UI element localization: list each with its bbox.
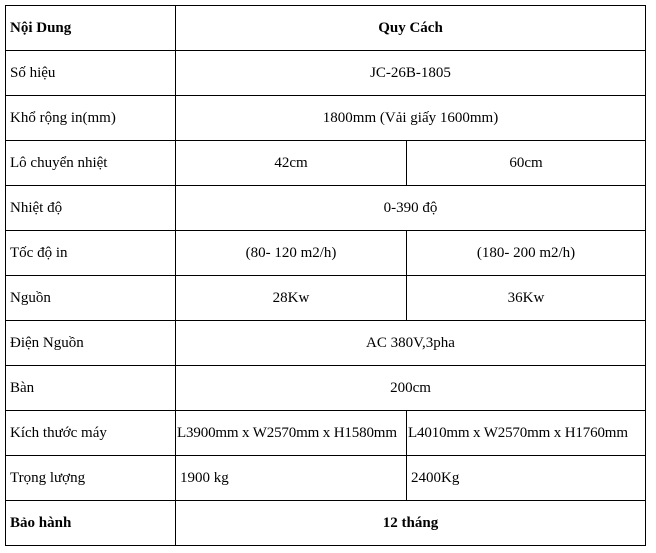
header-value: Quy Cách xyxy=(176,6,646,51)
table-row xyxy=(6,231,646,276)
row-value-left: 28Kw xyxy=(176,276,407,321)
row-value-left: L3900mm x W2570mm x H1580mm xyxy=(176,411,407,456)
row-value-left: 42cm xyxy=(176,141,407,186)
row-label: Điện Nguồn xyxy=(6,321,176,366)
row-value-right: 60cm xyxy=(407,141,646,186)
spec-table xyxy=(5,5,646,546)
table-row xyxy=(6,411,646,456)
row-value-right: L4010mm x W2570mm x H1760mm xyxy=(407,411,646,456)
row-label: Trọng lượng xyxy=(6,456,176,501)
row-value: AC 380V,3pha xyxy=(176,321,646,366)
footer-label: Bảo hành xyxy=(6,501,176,546)
footer-row xyxy=(6,501,646,546)
table-row xyxy=(6,96,646,141)
table-row xyxy=(6,51,646,96)
table-row xyxy=(6,276,646,321)
row-label: Lô chuyển nhiệt xyxy=(6,141,176,186)
row-value-left: 1900 kg xyxy=(176,456,407,501)
row-value-right: 36Kw xyxy=(407,276,646,321)
row-value: JC-26B-1805 xyxy=(176,51,646,96)
row-label: Tốc độ in xyxy=(6,231,176,276)
header-label: Nội Dung xyxy=(6,6,176,51)
row-label: Khổ rộng in(mm) xyxy=(6,96,176,141)
row-value: 1800mm (Vải giấy 1600mm) xyxy=(176,96,646,141)
row-value-right: (180- 200 m2/h) xyxy=(407,231,646,276)
row-label: Nhiệt độ xyxy=(6,186,176,231)
table-row xyxy=(6,321,646,366)
row-label: Bàn xyxy=(6,366,176,411)
row-value: 0-390 độ xyxy=(176,186,646,231)
header-row xyxy=(6,6,646,51)
row-label: Số hiệu xyxy=(6,51,176,96)
table-row xyxy=(6,456,646,501)
row-value-left: (80- 120 m2/h) xyxy=(176,231,407,276)
row-label: Nguồn xyxy=(6,276,176,321)
row-value: 200cm xyxy=(176,366,646,411)
table-row xyxy=(6,141,646,186)
row-value-right: 2400Kg xyxy=(407,456,646,501)
footer-value: 12 tháng xyxy=(176,501,646,546)
row-label: Kích thước máy xyxy=(6,411,176,456)
table-row xyxy=(6,186,646,231)
table-row xyxy=(6,366,646,411)
